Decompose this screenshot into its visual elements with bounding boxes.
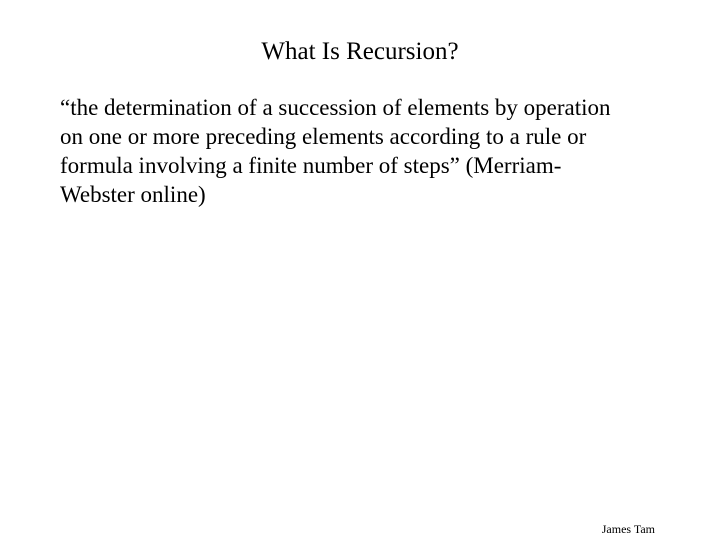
quote-line: formula involving a finite number of steps” (Merriam- bbox=[60, 153, 562, 178]
quote-paragraph bbox=[60, 93, 660, 209]
author-footer: James Tam bbox=[601, 522, 655, 536]
quote-line: on one or more preceding elements according to a rule or bbox=[60, 124, 587, 149]
quote-line: “the determination of a succession of elements by operation bbox=[60, 95, 611, 120]
quote-line: Webster online) bbox=[60, 182, 206, 207]
slide-title: What Is Recursion? bbox=[261, 38, 459, 65]
